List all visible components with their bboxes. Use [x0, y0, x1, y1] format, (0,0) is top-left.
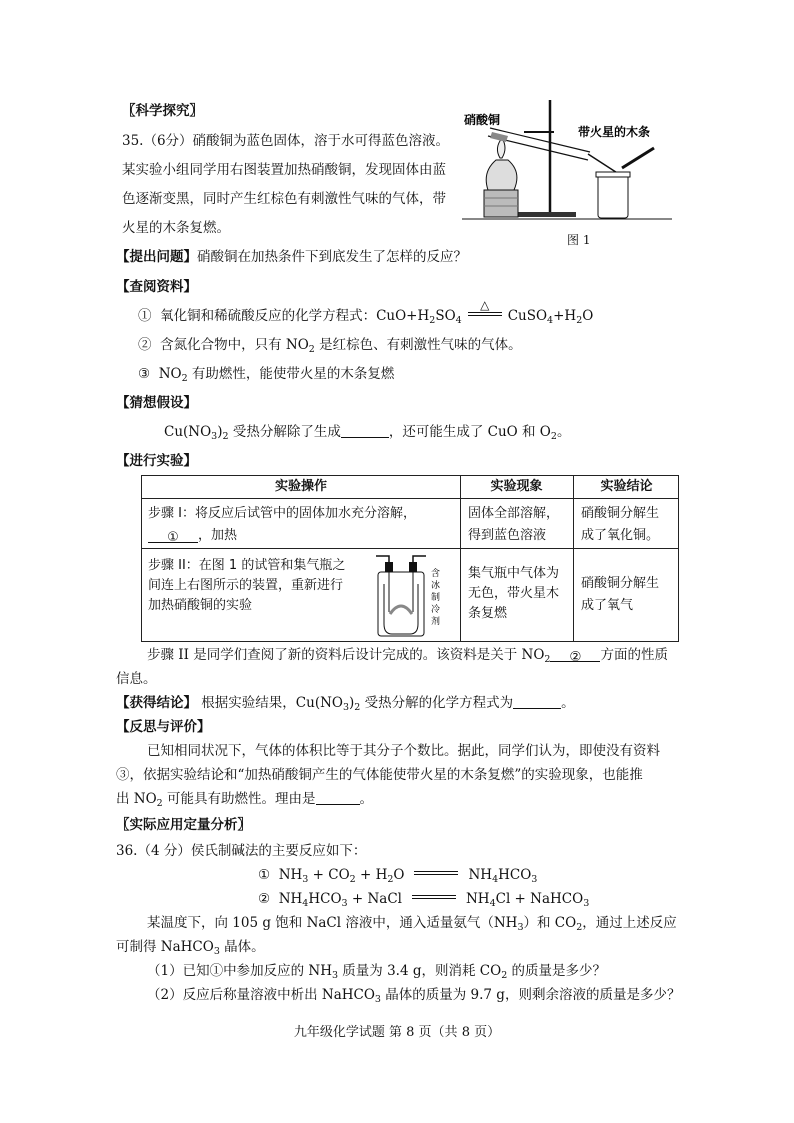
table-header-conclusion: 实验结论 — [600, 479, 653, 494]
row1-conclusion-line2: 成了氧化铜。 — [581, 528, 660, 543]
step2-note-line2: 信息。 — [116, 671, 157, 687]
svg-text:冷: 冷 — [431, 605, 441, 615]
row1-conclusion-line1: 硝酸铜分解生 — [581, 506, 660, 521]
q36-intro: 36.（4 分）侯氏制碱法的主要反应如下： — [116, 843, 367, 859]
reflection-line1: 已知相同状况下，气体的体积比等于其分子个数比。据此，同学们认为，即使没有资料 — [147, 743, 660, 759]
hypothesis-blank[interactable] — [341, 423, 389, 438]
svg-text:含: 含 — [431, 569, 441, 579]
blank-2[interactable]: ② — [550, 647, 600, 662]
section-heading-application: 〖实际应用定量分析〗 — [116, 817, 251, 833]
ask-question-line — [116, 247, 467, 267]
section-heading-science: 〖科学探究〗 — [122, 103, 203, 119]
svg-text:剂: 剂 — [431, 617, 441, 627]
conclusion-blank[interactable] — [513, 694, 561, 709]
conclusion-line: 【获得结论】 根据实验结果，$Cu(NO_3)_2$ 受热分解的化学方程式为 。 — [116, 695, 575, 713]
row2-conclusion-line1: 硝酸铜分解生 — [581, 576, 660, 591]
cooling-apparatus — [374, 554, 444, 640]
hypothesis-text: $Cu(NO_3)_2$ 受热分解除了生成 ，还可能生成了 CuO 和 $O_2$。 — [164, 424, 571, 442]
svg-text:制: 制 — [431, 593, 441, 603]
q36-para-line2: 可制得 NaHCO$_3$ 晶体。 — [116, 939, 265, 957]
row2-operation-line3: 加热硝酸铜的实验 — [148, 598, 253, 613]
figure1-apparatus — [462, 92, 672, 227]
svg-text:冰: 冰 — [431, 581, 441, 591]
resource-3: ③ $NO_2$ 有助燃性，能使带火星的木条复燃 — [138, 366, 395, 384]
row1-operation-line1: 步骤 I：将反应后试管中的固体加水充分溶解， — [148, 506, 416, 521]
step2-note: 步骤 II 是同学们查阅了新的资料后设计完成的。该资料是关于 $NO_2$ ② 方面的性质 — [147, 647, 668, 665]
q35-intro-line1: 35.（6分）硝酸铜为蓝色固体，溶于水可得蓝色溶液。 — [122, 133, 450, 149]
q35-intro-line3: 色逐渐变黑，同时产生红棕色有刺激性气味的气体，带 — [122, 191, 446, 207]
row2-operation-line2: 间连上右图所示的装置，重新进行 — [148, 578, 344, 593]
experiment-tag: 【进行实验】 — [116, 453, 197, 469]
ask-question-tag: 【提出问题】 — [116, 249, 197, 265]
q36-subquestion-1: （1）已知①中参加反应的 $NH_3$ 质量为 3.4 g，则消耗 $CO_2$ 的质量是多少？ — [147, 963, 607, 981]
q36-subquestion-2: （2）反应后称量溶液中析出 NaHCO$_3$ 晶体的质量为 9.7 g，则剩余溶液的质量是多少？ — [147, 987, 681, 1005]
row2-phenomenon-line1: 集气瓶中气体为 — [468, 566, 560, 581]
label-glowing-splint: 带火星的木条 — [578, 125, 651, 139]
resource-1: ① 氧化铜和稀硫酸反应的化学方程式：$CuO+H_2SO_4$ △ $CuSO_4+H_2O$ — [138, 306, 593, 331]
experiment-table — [141, 475, 679, 642]
heat-symbol: △ — [480, 298, 490, 312]
reflection-line3: 出 $NO_2$ 可能具有助燃性。理由是 。 — [116, 791, 374, 809]
row1-phenomenon-line2: 得到蓝色溶液 — [468, 528, 547, 543]
hypothesis-tag: 【猜想假设】 — [116, 395, 197, 411]
reaction-2: ② $NH_4HCO_3$ + NaCl $NH_4Cl$ + NaHCO$_3$ — [258, 891, 590, 909]
ask-question-text: 硝酸铜在加热条件下到底发生了怎样的反应？ — [197, 249, 467, 265]
table-header-operation: 实验操作 — [274, 479, 327, 494]
row2-phenomenon-line3: 条复燃 — [468, 606, 508, 621]
reflection-tag: 【反思与评价】 — [116, 719, 211, 735]
row2-conclusion-line2: 成了氧气 — [581, 598, 634, 613]
blank-1[interactable]: ① — [148, 528, 198, 543]
row2-operation-line1: 步骤 II：在图 1 的试管和集气瓶之 — [148, 558, 346, 573]
q36-para-line1: 某温度下，向 105 g 饱和 NaCl 溶液中，通入适量氨气$(NH_3)$和 $CO_2$，通过上述反应 — [147, 915, 677, 933]
reason-blank[interactable] — [316, 790, 360, 805]
table-header-phenomenon: 实验现象 — [490, 479, 543, 494]
resources-tag: 【查阅资料】 — [116, 279, 197, 295]
label-copper-nitrate: 硝酸铜 — [464, 113, 501, 127]
reaction-1: ① $NH_3 + CO_2 + H_2O$ $NH_4HCO_3$ — [258, 867, 538, 885]
q35-intro-line4: 火星的木条复燃。 — [122, 220, 230, 236]
figure1-caption: 图 1 — [567, 233, 591, 247]
row2-phenomenon-line2: 无色，带火星木 — [468, 586, 560, 601]
row1-phenomenon-line1: 固体全部溶解， — [468, 506, 560, 521]
resource-2: ② 含氮化合物中，只有 $NO_2$ 是红棕色、有刺激性气味的气体。 — [138, 337, 522, 355]
equation-arrow — [468, 298, 502, 322]
q35-intro-line2: 某实验小组同学用右图装置加热硝酸铜，发现固体由蓝 — [122, 162, 446, 178]
row1-operation-line2: ① ，加热 — [148, 526, 237, 546]
reflection-line2: ③，依据实验结论和“加热硝酸铜产生的气体能使带火星的木条复燃”的实验现象，也能推 — [116, 767, 643, 783]
page-footer: 九年级化学试题 第 8 页（共 8 页） — [293, 1025, 501, 1040]
